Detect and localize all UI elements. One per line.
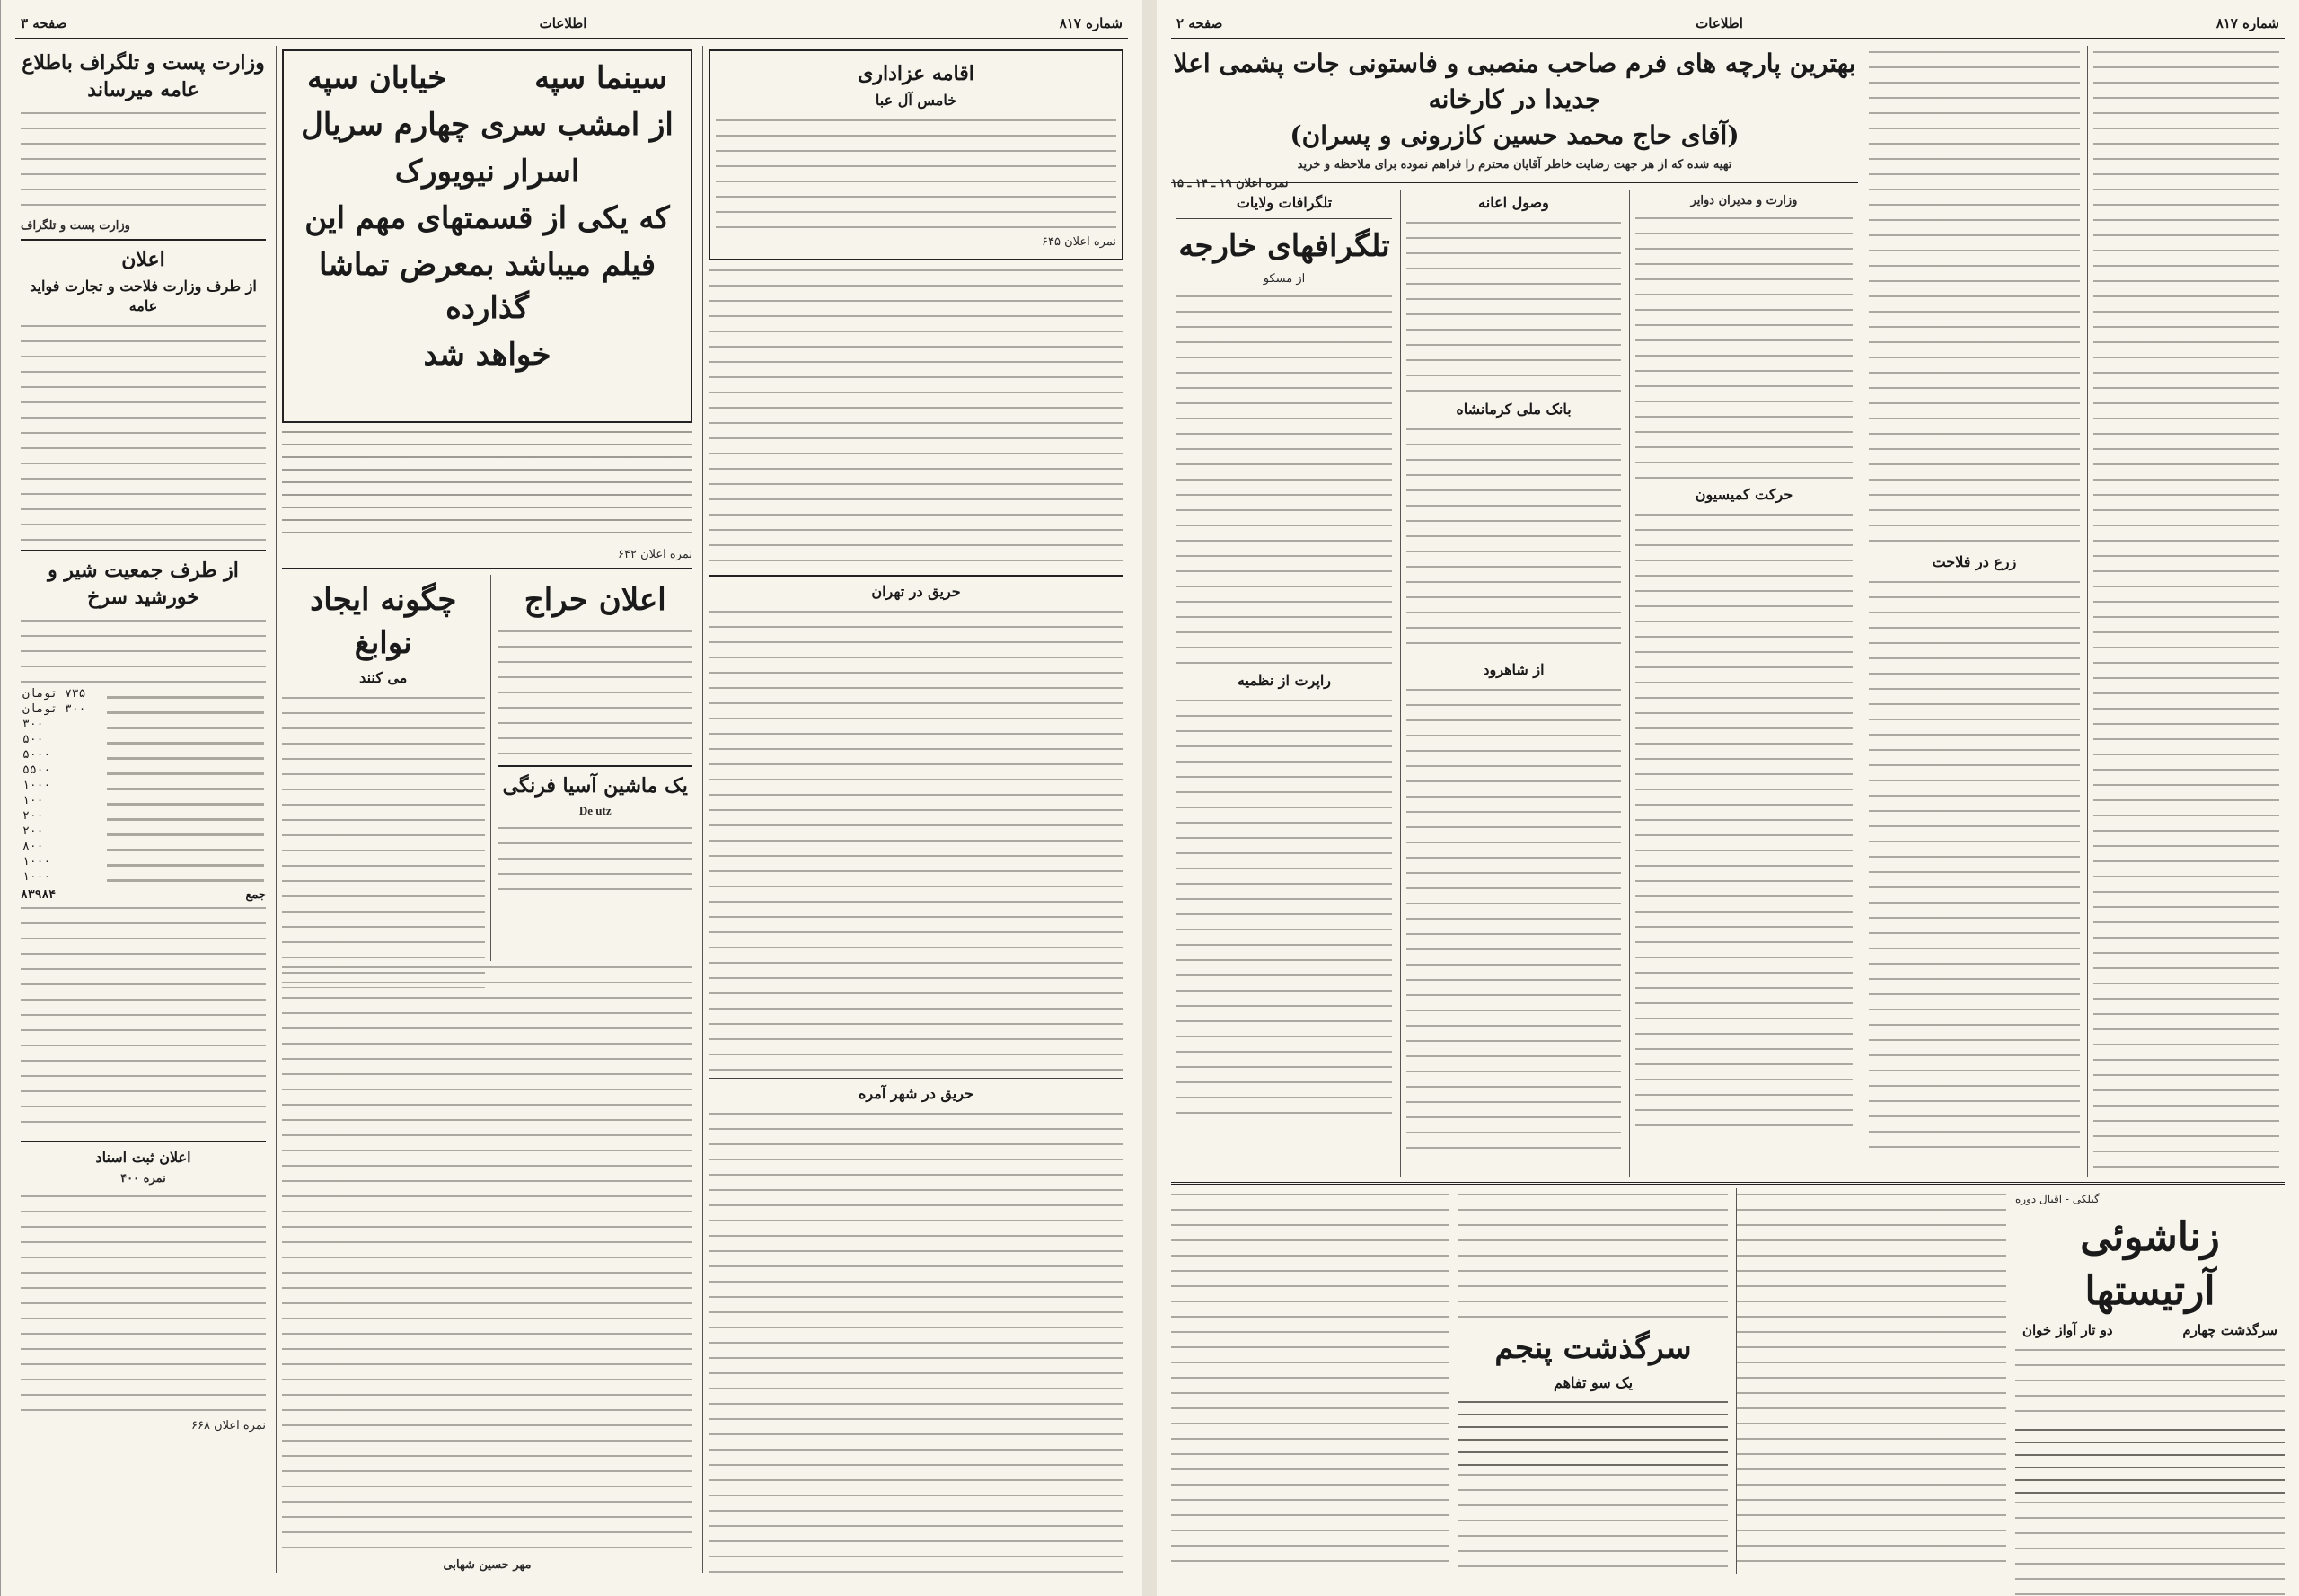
column-r4 (1400, 190, 1626, 1177)
serial-author: دو تار آواز خوان (2022, 1322, 2113, 1338)
mourning-box (709, 49, 1123, 260)
side-heading-6: راپرت از نظمیه (1237, 672, 1332, 689)
typewriter-brand: De utz (578, 804, 612, 817)
post-notice-signature: وزارت پست و تلگراف (21, 219, 130, 233)
donation-row (21, 793, 266, 808)
side-heading-1: زرع در فلاحت (1932, 553, 2017, 570)
mourning-ad-no: نمره اعلان ۶۴۵ (1041, 235, 1116, 249)
fabric-ad-line-2: (آقای حاج محمد حسین کازرونی و پسران) (1290, 120, 1740, 150)
registry-notice-title: اعلان ثبت اسناد (95, 1149, 191, 1166)
page-number: صفحه ۳ (21, 15, 67, 31)
cinema-line-4: فیلم میباشد بمعرض تماشا گذارده (318, 247, 656, 326)
red-lion-title: از طرف جمعیت شیر و خورشید سرخ (48, 559, 239, 609)
serial-col-4 (1171, 1188, 1449, 1574)
page-gutter (1142, 0, 1157, 1596)
newspaper-page-left (0, 0, 1142, 1596)
column-r5 (1171, 190, 1397, 1177)
column-notices (15, 46, 271, 1573)
serial-header-block (2015, 1188, 2285, 1574)
donation-amount: ۱۰۰۰ (22, 870, 51, 884)
side-heading-4: بانک ملی کرمانشاه (1456, 401, 1572, 418)
cinema-street: خیابان سپه (307, 60, 447, 96)
fifth-story-title: سرگذشت پنجم (1494, 1330, 1692, 1366)
auction-title: اعلان حراج (524, 582, 666, 618)
article-credit: مهر حسین شهابی (443, 1558, 532, 1572)
donation-amount: ۱۰۰ (22, 794, 44, 807)
donation-amount: ۵۰۰ (22, 733, 44, 746)
fabric-ad-fine-print: تهیه شده که از هر جهت رضایت خاطر آقایان محترم را فراهم نموده برای ملاحظه و خرید (1297, 158, 1732, 172)
donation-amount: ۳۰۰ (22, 718, 44, 731)
auction-ad (498, 575, 692, 961)
fifth-story-subtitle: یک سو تفاهم (1553, 1374, 1634, 1391)
paper-name-right: اطلاعات (1696, 15, 1743, 31)
donation-row (21, 778, 266, 793)
column-r3 (1629, 190, 1858, 1177)
donation-amount: ۲۰۰ (22, 824, 44, 838)
donation-amount: ۵۵۰۰ (22, 763, 51, 777)
donations-total-value: ۸۳۹۸۴ (21, 888, 57, 902)
donation-amount: ۱۰۰۰ (22, 855, 51, 869)
newspaper-page-right (1157, 0, 2299, 1596)
typewriter-title: یک ماشین آسیا فرنگی (502, 774, 688, 798)
mourning-title: اقامه عزاداری (858, 62, 974, 85)
serial-section-tag: گیلکی - اقبال دوره (2015, 1193, 2100, 1205)
donation-amount: ۲۰۰ (22, 809, 44, 823)
serial-banner: زناشوئی آرتیستها (2080, 1214, 2220, 1314)
donation-row (21, 763, 266, 778)
serial-col-3 (1458, 1188, 1728, 1574)
registry-notice-number: نمره ۴۰۰ (120, 1172, 166, 1186)
provinces-heading: تلگرافات ولایات (1236, 194, 1333, 211)
foreign-telegrams-title: تلگرافهای خارجه (1178, 228, 1390, 264)
serial-section (1171, 1182, 2285, 1575)
donation-row (21, 808, 266, 824)
fabric-ad-number: نمره اعلان ۱۹ ـ ۱۴ ـ ۱۵ (1171, 177, 1289, 190)
fabric-ad-banner (1171, 46, 1858, 190)
donation-row (21, 869, 266, 885)
serial-chapter: سرگذشت چهارم (2182, 1322, 2277, 1338)
cinema-line-5: خواهد شد (423, 337, 551, 373)
columns-right (1171, 46, 2285, 1573)
side-heading-2: حرکت کمیسیون (1695, 486, 1793, 503)
donation-amount: ۳۰۰ تومان (22, 702, 86, 716)
donation-row (21, 747, 266, 763)
column-r3-head: وزارت و مدیران دوایر (1690, 194, 1798, 207)
genius-subtitle: می کنند (359, 669, 408, 686)
donation-amount: ۸۰۰ (22, 840, 44, 853)
donation-amount: ۵۰۰۰ (22, 748, 51, 762)
post-notice-title: وزارت پست و تلگراف باطلاع عامه میرساند (22, 51, 265, 101)
issue-number: شماره ۸۱۷ (1059, 15, 1123, 31)
fire-news-heading: حریق در تهران (871, 583, 961, 600)
column-r2 (1863, 46, 2085, 1177)
cinema-ad (282, 49, 692, 423)
column-mourning (702, 46, 1129, 1573)
columns-left (15, 46, 1128, 1573)
donation-row (21, 686, 266, 701)
column-cinema (276, 46, 698, 1573)
donation-amount: ۷۳۵ تومان (22, 687, 86, 701)
mourning-subtitle: خامس آل عبا (875, 92, 957, 109)
donation-row (21, 839, 266, 854)
red-lion-donations-table (21, 686, 266, 885)
commerce-notice-subtitle: از طرف وزارت فلاحت و تجارت فواید عامه (30, 278, 257, 314)
side-heading-5: وصول اعانه (1478, 194, 1549, 211)
ad-number-642: نمره اعلان ۶۴۲ (617, 548, 692, 561)
donations-total-label: جمع (245, 888, 266, 902)
cinema-line-2: اسرار نیویورک (394, 154, 580, 190)
donation-row (21, 824, 266, 839)
serial-col-2 (1736, 1188, 2006, 1574)
ad-number-668: نمره اعلان ۶۶۸ (190, 1419, 266, 1433)
page-folio (15, 13, 1128, 40)
donation-row (21, 854, 266, 869)
fabric-ad-line-1: بهترین پارچه های فرم صاحب منصبی و فاستونی جات پشمی اعلا جدیدا در کارخانه (1173, 48, 1856, 114)
genius-title: چگونه ایجاد نوابغ (310, 582, 457, 661)
fire-amre-heading: حریق در شهر آمره (859, 1085, 973, 1102)
genius-article (282, 575, 491, 961)
paper-name: اطلاعات (539, 15, 587, 31)
donation-row (21, 701, 266, 717)
donation-amount: ۱۰۰۰ (22, 779, 51, 792)
page-number-right: صفحه ۲ (1176, 15, 1223, 31)
cinema-line-1: از امشب سری چهارم سریال (301, 107, 674, 143)
column-r1 (2087, 46, 2285, 1177)
foreign-telegrams-from: از مسکو (1263, 272, 1306, 286)
cinema-line-3: که یکی از قسمتهای مهم این (304, 200, 670, 236)
commerce-notice-title: اعلان (121, 248, 165, 271)
page-folio-right (1171, 13, 2285, 40)
donation-row (21, 717, 266, 732)
issue-number-right: شماره ۸۱۷ (2215, 15, 2279, 31)
side-heading-3: از شاهرود (1483, 661, 1545, 678)
donation-row (21, 732, 266, 747)
cinema-name: سینما سپه (534, 60, 667, 96)
